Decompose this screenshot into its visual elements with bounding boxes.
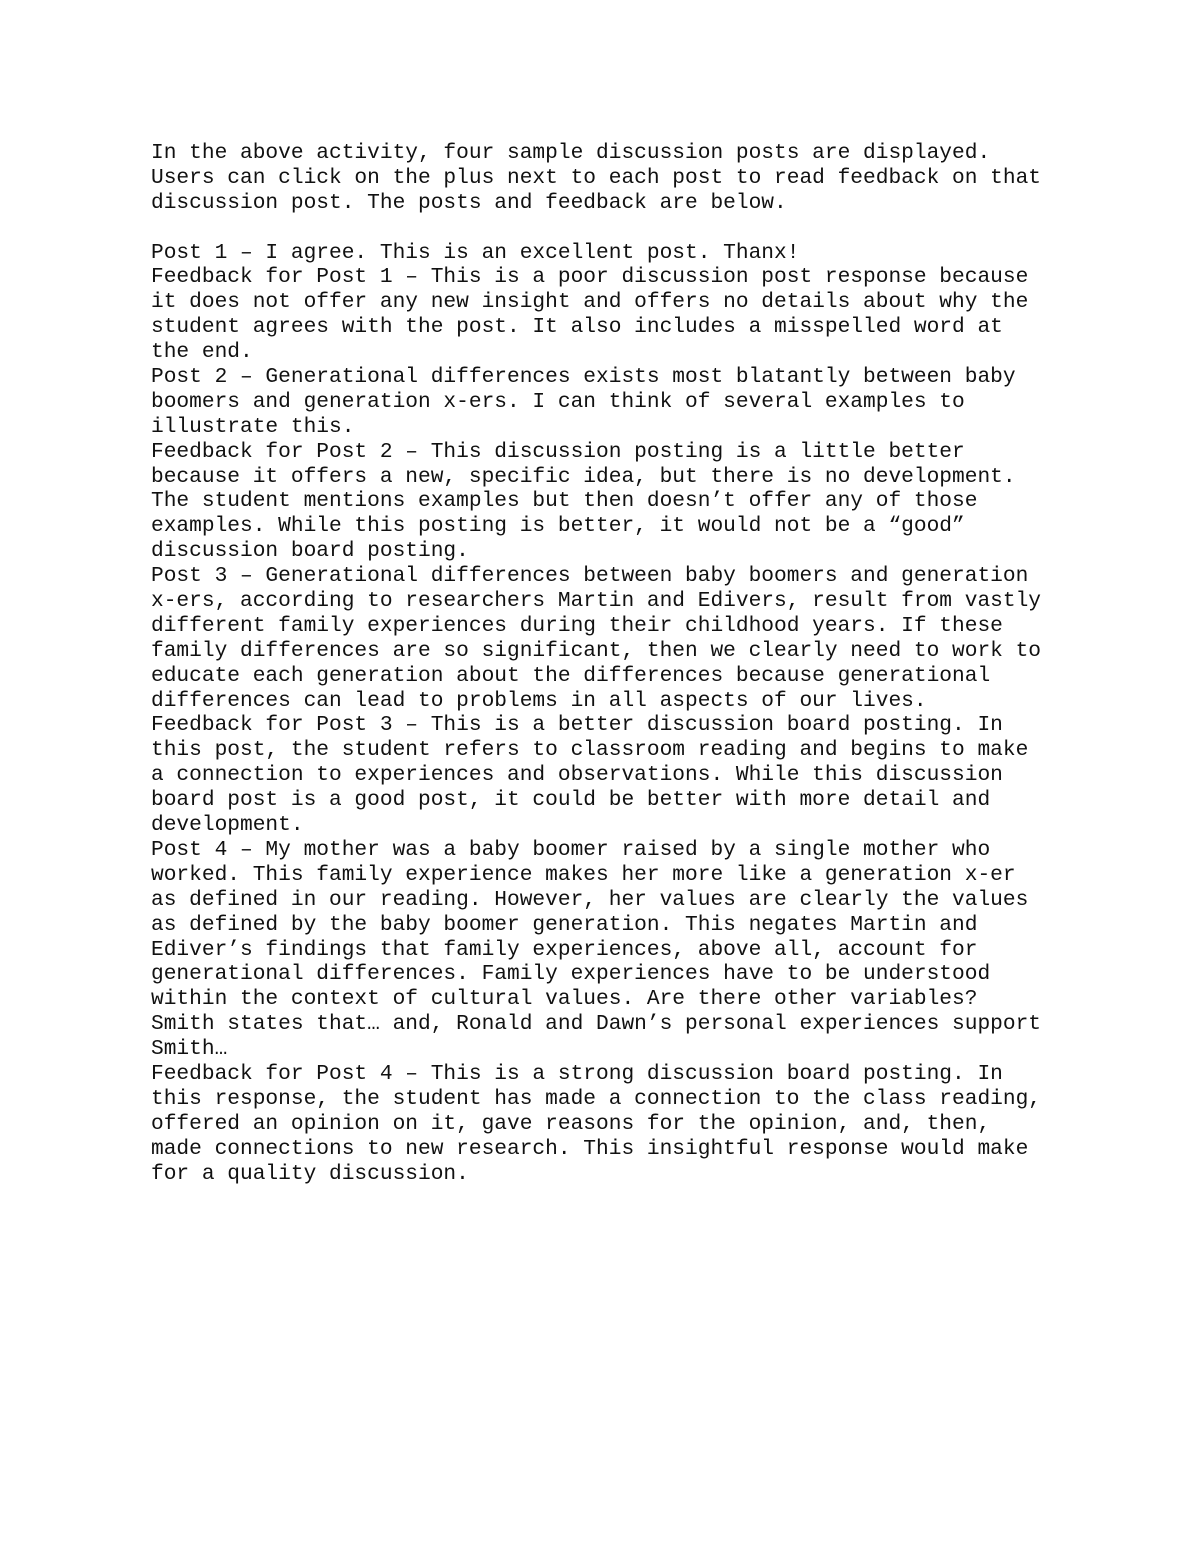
- text-line: as defined in our reading. However, her values are clearly the values: [151, 887, 1029, 912]
- text-line: Feedback for Post 1 – This is a poor discussion post response because: [151, 265, 1029, 290]
- text-line: family differences are so significant, then we clearly need to work to: [151, 638, 1042, 663]
- text-line: Smith states that… and, Ronald and Dawn’s personal experiences support: [151, 1012, 1042, 1037]
- text-line: student agrees with the post. It also includes a misspelled word at: [151, 315, 1003, 340]
- text-line: Post 4 – My mother was a baby boomer raised by a single mother who: [151, 837, 991, 862]
- text-line: Feedback for Post 2 – This discussion posting is a little better: [151, 439, 965, 464]
- text-line: worked. This family experience makes her more like a generation x-er: [151, 862, 1016, 887]
- document-body: [151, 141, 1051, 1186]
- text-line: it does not offer any new insight and offers no details about why the: [151, 290, 1029, 315]
- text-line: Ediver’s findings that family experiences, above all, account for: [151, 937, 978, 962]
- text-line: this response, the student has made a connection to the class reading,: [151, 1086, 1042, 1111]
- text-line: generational differences. Family experiences have to be understood: [151, 962, 991, 987]
- text-line: a connection to experiences and observations. While this discussion: [151, 763, 1003, 788]
- text-line: differences can lead to problems in all aspects of our lives.: [151, 688, 927, 713]
- text-line: development.: [151, 813, 304, 838]
- text-line: made connections to new research. This insightful response would make: [151, 1136, 1029, 1161]
- text-line: examples. While this posting is better, it would not be a “good”: [151, 514, 965, 539]
- text-line: because it offers a new, specific idea, but there is no development.: [151, 464, 1016, 489]
- text-line: illustrate this.: [151, 414, 355, 439]
- text-line: different family experiences during their childhood years. If these: [151, 613, 1003, 638]
- text-line: Smith…: [151, 1037, 228, 1062]
- text-line: Feedback for Post 3 – This is a better discussion board posting. In: [151, 713, 1003, 738]
- text-line: discussion post. The posts and feedback are below.: [151, 190, 787, 215]
- text-line: Post 1 – I agree. This is an excellent post. Thanx!: [151, 240, 800, 265]
- text-line: discussion board posting.: [151, 539, 469, 564]
- text-line: Post 2 – Generational differences exists most blatantly between baby: [151, 365, 1016, 390]
- text-line: educate each generation about the differences because generational: [151, 663, 991, 688]
- text-line: as defined by the baby boomer generation. This negates Martin and: [151, 912, 978, 937]
- text-line: boomers and generation x-ers. I can think of several examples to: [151, 389, 965, 414]
- text-line: board post is a good post, it could be better with more detail and: [151, 788, 991, 813]
- text-line: x-ers, according to researchers Martin and Edivers, result from vastly: [151, 589, 1042, 614]
- text-line: the end.: [151, 340, 253, 365]
- text-line: Users can click on the plus next to each post to read feedback on that: [151, 165, 1042, 190]
- text-line: this post, the student refers to classroom reading and begins to make: [151, 738, 1029, 763]
- text-line: The student mentions examples but then doesn’t offer any of those: [151, 489, 978, 514]
- text-line: Feedback for Post 4 – This is a strong discussion board posting. In: [151, 1061, 1003, 1086]
- text-line: for a quality discussion.: [151, 1161, 469, 1186]
- text-line: within the context of cultural values. Are there other variables?: [151, 987, 978, 1012]
- text-line: [151, 216, 1051, 241]
- text-line: In the above activity, four sample discussion posts are displayed.: [151, 141, 991, 165]
- text-line: offered an opinion on it, gave reasons for the opinion, and, then,: [151, 1111, 991, 1136]
- text-line: Post 3 – Generational differences between baby boomers and generation: [151, 564, 1029, 589]
